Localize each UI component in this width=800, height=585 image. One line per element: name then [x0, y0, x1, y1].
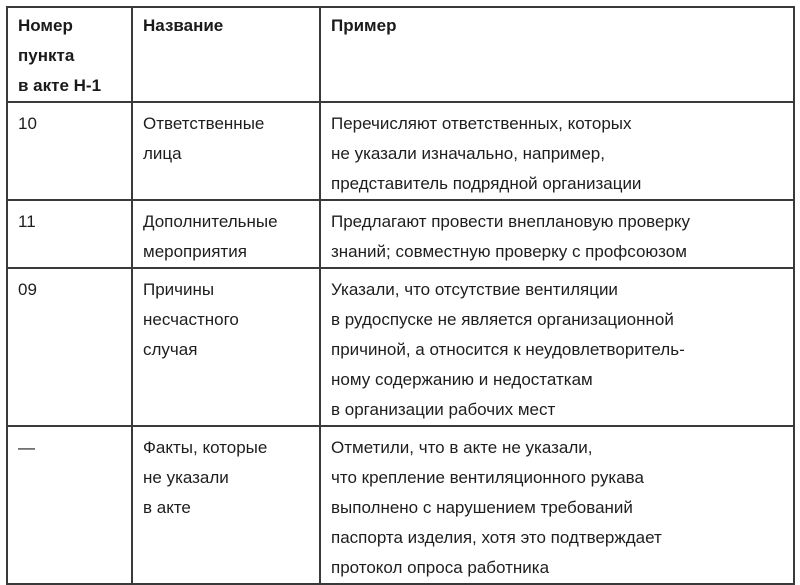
cell-text: —: [18, 438, 35, 457]
cell-text: представитель подрядной организации: [331, 174, 642, 193]
table-header-row: [7, 7, 794, 102]
header-text: в акте Н-1: [18, 76, 102, 95]
cell-number: [7, 426, 132, 584]
cell-example: [320, 200, 794, 268]
cell-text: случая: [143, 340, 198, 359]
cell-text: Указали, что отсутствие вентиляции: [331, 280, 618, 299]
table-row: [7, 200, 794, 268]
cell-text: Предлагают провести внеплановую проверку: [331, 212, 691, 231]
cell-text: ному содержанию и недостаткам: [331, 370, 593, 389]
cell-text: протокол опроса работника: [331, 558, 550, 577]
cell-text: Факты, которые: [143, 438, 268, 457]
cell-text: Отметили, что в акте не указали,: [331, 438, 593, 457]
cell-text: что крепление вентиляционного рукава: [331, 468, 644, 487]
cell-text: в рудоспуске не является организационной: [331, 310, 674, 329]
cell-text: 09: [18, 280, 37, 299]
cell-text: в акте: [143, 498, 191, 517]
table-row: [7, 268, 794, 426]
cell-text: знаний; совместную проверку с профсоюзом: [331, 242, 687, 261]
cell-number: [7, 102, 132, 200]
cell-number: [7, 268, 132, 426]
cell-text: Ответственные: [143, 114, 265, 133]
header-example: [320, 7, 794, 102]
cell-text: выполнено с нарушением требований: [331, 498, 633, 517]
cell-example: [320, 102, 794, 200]
cell-name: [132, 426, 320, 584]
cell-text: не указали изначально, например,: [331, 144, 605, 163]
table-row: [7, 102, 794, 200]
cell-text: 10: [18, 114, 37, 133]
cell-text: 11: [18, 212, 36, 231]
cell-name: [132, 268, 320, 426]
act-items-table: [6, 6, 795, 585]
cell-text: лица: [143, 144, 182, 163]
cell-text: Дополнительные: [143, 212, 278, 231]
cell-text: Перечисляют ответственных, которых: [331, 114, 632, 133]
cell-text: паспорта изделия, хотя это подтверждает: [331, 528, 662, 547]
cell-text: несчастного: [143, 310, 239, 329]
cell-name: [132, 200, 320, 268]
cell-text: причиной, а относится к неудовлетворитель-: [331, 340, 685, 359]
header-text: Номер: [18, 16, 73, 35]
cell-example: [320, 426, 794, 584]
cell-example: [320, 268, 794, 426]
header-name: [132, 7, 320, 102]
header-text: пункта: [18, 46, 75, 65]
cell-number: [7, 200, 132, 268]
cell-text: в организации рабочих мест: [331, 400, 556, 419]
cell-text: не указали: [143, 468, 229, 487]
table-row: [7, 426, 794, 584]
cell-name: [132, 102, 320, 200]
cell-text: мероприятия: [143, 242, 247, 261]
cell-text: Причины: [143, 280, 215, 299]
header-number: [7, 7, 132, 102]
header-text: Название: [143, 16, 224, 35]
header-text: Пример: [331, 16, 397, 35]
